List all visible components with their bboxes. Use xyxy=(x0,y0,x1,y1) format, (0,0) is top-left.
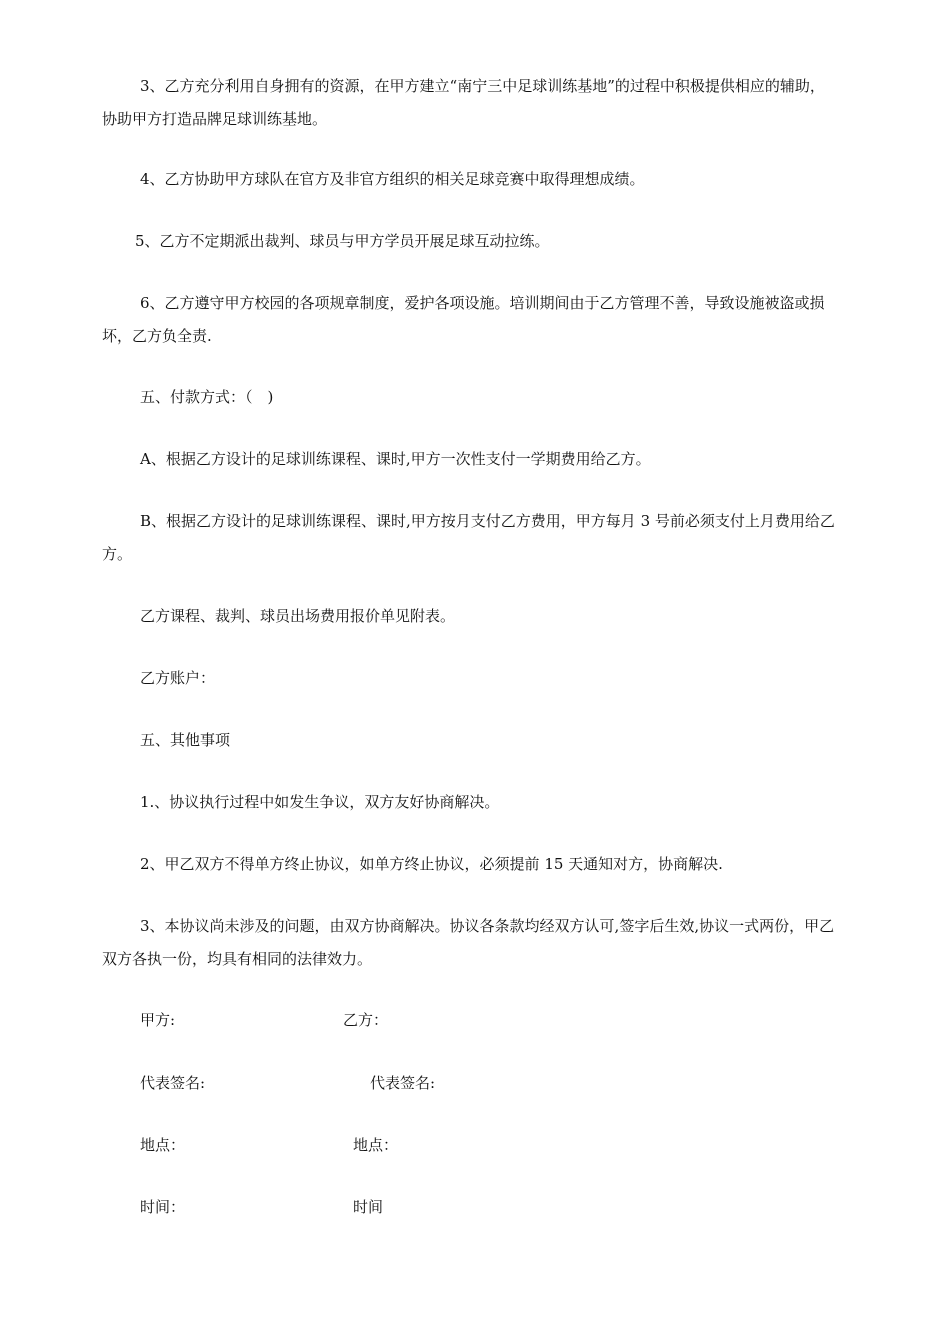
fee-quote-note: 乙方课程、裁判、球员出场费用报价单见附表。 xyxy=(140,607,456,625)
section-other-heading: 五、其他事项 xyxy=(140,731,231,749)
clause-6-rules: 6、乙方遵守甲方校园的各项规章制度，爱护各项设施。培训期间由于乙方管理不善，导致设施被盗或损坏，乙方负全责. xyxy=(102,294,825,345)
party-a-representative-label: 代表签名: xyxy=(140,1074,206,1092)
section-payment-heading: 五、付款方式：（ ) xyxy=(140,388,274,406)
party-a-time-label: 时间： xyxy=(140,1198,186,1216)
payment-option-b: B、根据乙方设计的足球训练课程、课时,甲方按月支付乙方费用，甲方每月 3 号前必须支付上月费用给乙方。 xyxy=(102,512,835,563)
party-a-label: 甲方: xyxy=(140,1011,176,1029)
party-b-label: 乙方： xyxy=(343,1011,389,1029)
other-item-2: 2、甲乙双方不得单方终止协议，如单方终止协议，必须提前 15 天通知对方，协商解决. xyxy=(140,855,723,873)
signature-row-location xyxy=(140,1130,840,1160)
clause-4-competition: 4、乙方协助甲方球队在官方及非官方组织的相关足球竞赛中取得理想成绩。 xyxy=(140,170,645,188)
party-b-time-label: 时间 xyxy=(353,1198,384,1216)
signature-row-representative xyxy=(140,1068,840,1098)
signature-row-time xyxy=(140,1192,840,1222)
party-b-location-label: 地点： xyxy=(353,1136,399,1154)
clause-5-drills: 5、乙方不定期派出裁判、球员与甲方学员开展足球互动拉练。 xyxy=(135,232,550,250)
party-a-location-label: 地点： xyxy=(140,1136,186,1154)
party-b-account: 乙方账户： xyxy=(140,669,216,687)
signature-row-party xyxy=(140,1005,840,1035)
clause-3-resources: 3、乙方充分利用自身拥有的资源，在甲方建立“南宁三中足球训练基地”的过程中积极提供相应的辅助，协助甲方打造品牌足球训练基地。 xyxy=(102,77,825,128)
other-item-1: 1.、协议执行过程中如发生争议，双方友好协商解决。 xyxy=(140,793,500,811)
party-b-representative-label: 代表签名: xyxy=(370,1074,436,1092)
payment-option-a: A、根据乙方设计的足球训练课程、课时,甲方一次性支付一学期费用给乙方。 xyxy=(140,450,651,468)
other-item-3: 3、本协议尚未涉及的问题，由双方协商解决。协议各条款均经双方认可,签字后生效,协议一式两份，甲乙双方各执一份，均具有相同的法律效力。 xyxy=(102,917,835,968)
